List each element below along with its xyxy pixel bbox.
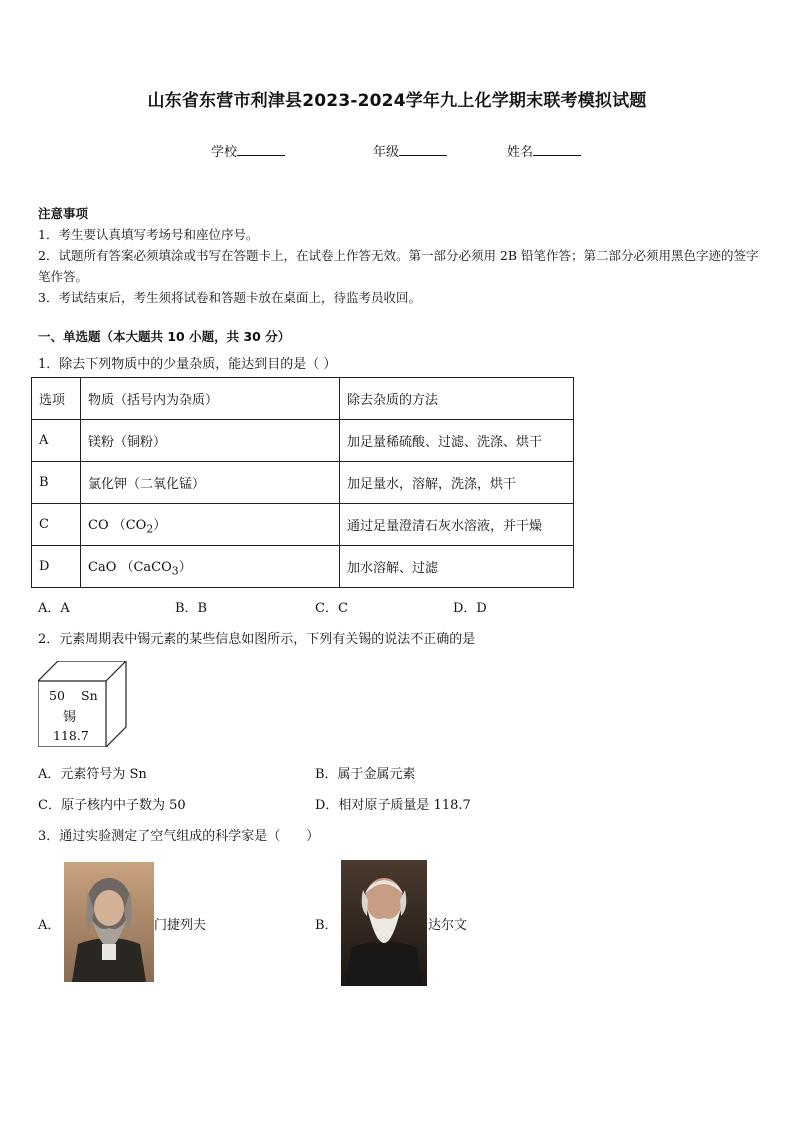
notes-block (38, 203, 760, 308)
method-cell: 加水溶解、过滤 (340, 546, 574, 588)
option-cell: A (32, 420, 81, 462)
table-header-row (32, 378, 574, 420)
substance-cell (81, 504, 340, 546)
atomic-number: 50 (49, 688, 65, 703)
table-row (32, 420, 574, 462)
q3-stem: 3．通过实验测定了空气组成的科学家是（ ） (38, 829, 320, 844)
q1-table (31, 377, 574, 588)
grade-blank[interactable] (399, 143, 447, 156)
q1-choice-c[interactable]: C．C (315, 601, 348, 616)
header-cell: 除去杂质的方法 (340, 378, 574, 420)
q2-choice-b[interactable]: B．属于金属元素 (315, 767, 416, 782)
note-item: 3．考试结束后，考生须将试卷和答题卡放在桌面上，待监考员收回。 (38, 290, 421, 305)
mendeleev-portrait (64, 862, 154, 986)
name-blank[interactable] (533, 143, 581, 156)
substance-cell: 镁粉（铜粉） (81, 420, 340, 462)
q1-choice-b[interactable]: B．B (175, 601, 208, 616)
q2-choice-d[interactable]: D．相对原子质量是 118.7 (315, 798, 471, 813)
substance-cell (81, 546, 340, 588)
formula-subscript: 3 (171, 564, 179, 578)
element-symbol: Sn (81, 688, 98, 703)
q1-choice-d[interactable]: D．D (453, 601, 487, 616)
formula-subscript: 2 (146, 522, 154, 536)
atomic-mass: 118.7 (53, 728, 89, 743)
table-row (32, 504, 574, 546)
header-cell: 物质（括号内为杂质） (81, 378, 340, 420)
method-cell: 加足量稀硫酸、过滤、洗涤、烘干 (340, 420, 574, 462)
option-cell: B (32, 462, 81, 504)
note-item: 1．考生要认真填写考场号和座位序号。 (38, 227, 259, 242)
name-label: 姓名 (507, 145, 534, 160)
table-row (32, 546, 574, 588)
grade-label: 年级 (373, 145, 400, 160)
note-item: 2．试题所有答案必须填涂或书写在答题卡上，在试卷上作答无效。第一部分必须用 2B 铅笔作答；第二部分必须用黑色字迹的签字笔作答。 (38, 248, 759, 284)
q1-stem: 1．除去下列物质中的少量杂质，能达到目的是（ ） (38, 357, 337, 372)
school-label: 学校 (211, 145, 238, 160)
notes-heading: 注意事项 (38, 206, 89, 221)
q3-choice-b-letter[interactable]: B． (315, 918, 338, 933)
option-cell: D (32, 546, 81, 588)
q2-stem: 2．元素周期表中锡元素的某些信息如图所示，下列有关锡的说法不正确的是 (38, 632, 476, 647)
q3-choice-a-letter[interactable]: A． (38, 918, 61, 933)
option-cell: C (32, 504, 81, 546)
q2-choice-a[interactable]: A．元素符号为 Sn (38, 767, 147, 782)
q2-choice-c[interactable]: C．原子核内中子数为 50 (38, 798, 186, 813)
formula-text: CO （CO (88, 517, 147, 533)
grade-field (373, 141, 447, 160)
section-heading: 一、单选题（本大题共 10 小题，共 30 分） (38, 329, 291, 344)
method-cell: 加足量水，溶解，洗涤，烘干 (340, 462, 574, 504)
q1-choice-a[interactable]: A．A (38, 601, 70, 616)
substance-cell: 氯化钾（二氧化锰） (81, 462, 340, 504)
formula-text: ） (178, 559, 192, 575)
formula-text: CaO （CaCO (88, 559, 172, 575)
exam-title: 山东省东营市利津县2023-2024学年九上化学期末联考模拟试题 (147, 91, 647, 111)
school-blank[interactable] (237, 143, 285, 156)
darwin-portrait (341, 860, 427, 990)
name-field (507, 141, 581, 160)
school-field (211, 141, 285, 160)
header-cell: 选项 (32, 378, 81, 420)
formula-text: ） (153, 517, 167, 533)
q3-choice-a-name: 门捷列夫 (154, 918, 207, 933)
element-name: 锡 (63, 710, 77, 725)
table-row (32, 462, 574, 504)
element-tile (38, 661, 128, 747)
method-cell: 通过足量澄清石灰水溶液，并干燥 (340, 504, 574, 546)
q3-choice-b-name: 达尔文 (428, 918, 468, 933)
